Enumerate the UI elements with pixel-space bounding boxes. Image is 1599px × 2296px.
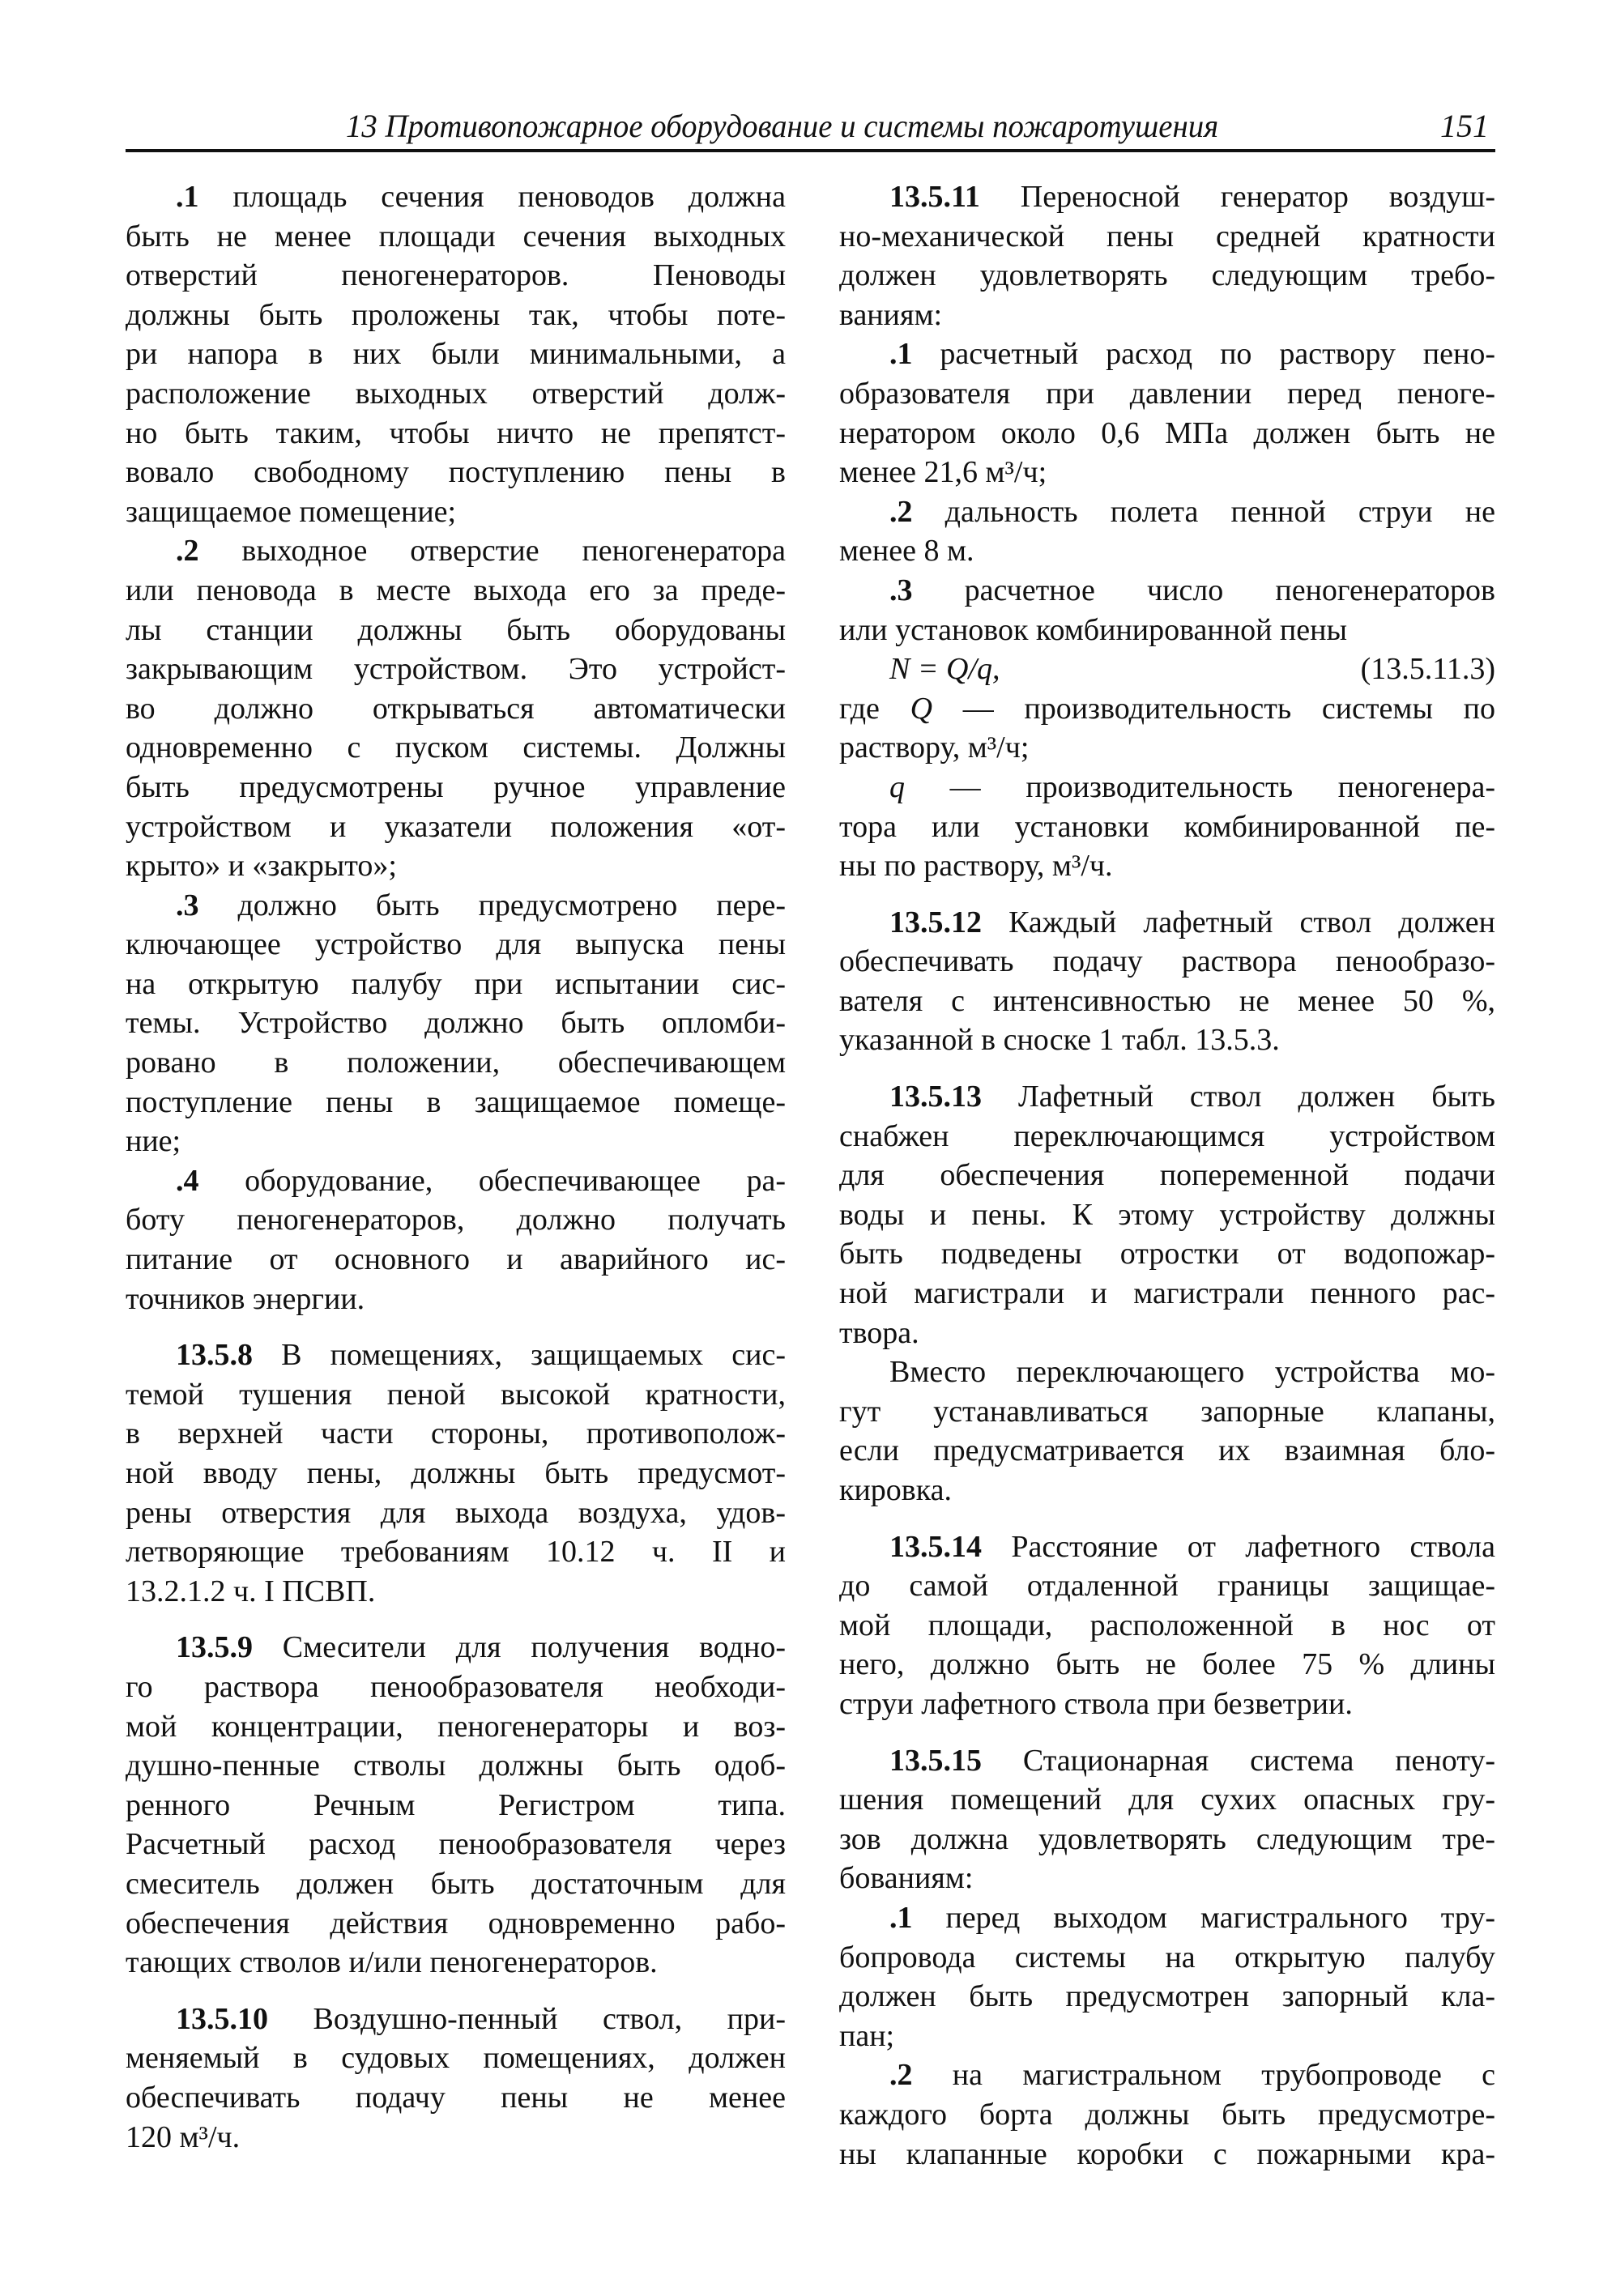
paragraph	[126, 886, 786, 1161]
text-line: ной магистрали и магистрали пенного рас-	[839, 1276, 1495, 1311]
paragraph	[839, 571, 1495, 650]
text-line: меняемый в судовых помещениях, должен	[126, 2041, 786, 2076]
text-line: или установок комбинированной пены	[839, 612, 1347, 647]
clause-number: 13.5.15	[889, 1743, 982, 1778]
text-segment: Переносной генератор воздуш-	[979, 180, 1495, 214]
paragraph	[839, 1898, 1495, 2055]
text-line: Расчетный расход пенообразователя через	[126, 1827, 786, 1862]
text-line: быть подведены отростки от водопожар-	[839, 1237, 1495, 1272]
text-line	[126, 1335, 786, 1375]
clause-number: 13.5.8	[176, 1338, 253, 1373]
clause-number: 13.5.9	[176, 1630, 253, 1665]
text-line: поступление пены в защищаемое помеще-	[126, 1084, 786, 1119]
text-line: но быть таким, чтобы ничто не препятст-	[126, 415, 786, 450]
text-line: тающих стволов и/или пеногенераторов.	[126, 1945, 658, 1980]
text-line: мой концентрации, пеногенераторы и воз-	[126, 1709, 786, 1744]
text-line	[839, 1741, 1495, 1781]
paragraph	[839, 903, 1495, 1060]
text-line	[839, 2055, 1495, 2095]
text-line: ренного Речным Регистром типа.	[126, 1787, 786, 1822]
text-line: обеспечивать подачу пены не менее	[126, 2080, 786, 2115]
text-line: быть не менее площади сечения выходных	[126, 219, 786, 253]
text-line	[126, 531, 786, 571]
paragraph	[839, 2055, 1495, 2174]
text-segment: — производительность пеногенера-	[905, 769, 1495, 804]
page-number: 151	[1440, 108, 1489, 144]
clause-number: .4	[176, 1163, 199, 1198]
right-column	[839, 177, 1495, 2174]
text-segment: площадь сечения пеноводов должна	[198, 180, 786, 214]
text-segment: выходное отверстие пеногенератора	[198, 534, 786, 569]
text-line: нератором около 0,6 МПа должен быть не	[839, 415, 1495, 450]
paragraph	[126, 1161, 786, 1318]
text-line	[126, 886, 786, 926]
text-line: питание от основного и аварийного ис-	[126, 1242, 786, 1277]
text-segment: Смесители для получения водно-	[253, 1630, 786, 1665]
text-segment: перед выходом магистрального тру-	[912, 1900, 1495, 1935]
paragraph	[839, 689, 1495, 768]
text-line: крыто» и «закрыто»;	[126, 849, 397, 884]
text-line	[839, 571, 1495, 611]
header-rule	[126, 149, 1495, 152]
text-line	[839, 768, 1495, 807]
text-line: ключающее устройство для выпуска пены	[126, 927, 786, 962]
text-line: 13.2.1.2 ч. I ПСВП.	[126, 1574, 376, 1608]
text-segment: Стационарная система пеноту-	[982, 1743, 1495, 1778]
text-line: быть предусмотрены ручное управление	[126, 769, 786, 804]
text-line: указанной в сноске 1 табл. 13.5.3.	[839, 1023, 1280, 1058]
clause-number: 13.5.13	[889, 1080, 982, 1114]
text-line: шения помещений для сухих опасных гру-	[839, 1783, 1495, 1817]
text-line: ной вводу пены, должны быть предусмот-	[126, 1456, 786, 1490]
text-line: вовало свободному поступлению пены в	[126, 455, 786, 490]
text-line: мой площади, расположенной в нос от	[839, 1608, 1495, 1642]
text-line: струи лафетного ствола при безветрии.	[839, 1686, 1353, 1721]
text-segment: Каждый лафетный ствол должен	[982, 905, 1495, 939]
text-line: должны быть проложены так, чтобы поте-	[126, 297, 786, 332]
text-line: тора или установки комбинированной пе-	[839, 809, 1495, 844]
text-segment: Лафетный ствол должен быть	[982, 1080, 1495, 1114]
math-symbol: q	[889, 769, 905, 804]
text-line: ровано в положении, обеспечивающем	[126, 1046, 786, 1080]
text-line	[126, 177, 786, 217]
formula-line	[839, 650, 1495, 689]
text-line: Вместо переключающего устройства мо-	[889, 1355, 1495, 1390]
text-line	[839, 1077, 1495, 1117]
text-line: точников энергии.	[126, 1281, 365, 1316]
paragraph	[839, 492, 1495, 571]
text-line: ри напора в них были минимальными, а	[126, 337, 786, 372]
text-line: раствору, м³/ч;	[839, 731, 1030, 765]
text-line: го раствора пенообразователя необходи-	[126, 1669, 786, 1704]
text-line: во должно открываться автоматически	[126, 691, 786, 726]
text-line: бованиям:	[839, 1861, 974, 1896]
text-line	[126, 1161, 786, 1201]
text-line: вателя с интенсивностью не менее 50 %,	[839, 983, 1495, 1018]
paragraph	[839, 1077, 1495, 1352]
paragraph	[839, 177, 1495, 334]
text-line	[839, 334, 1495, 374]
paragraph	[839, 1352, 1495, 1510]
formula-number: (13.5.11.3)	[1360, 652, 1495, 687]
text-line: пан;	[839, 2018, 895, 2053]
text-line	[126, 2000, 786, 2039]
text-line: если предусматривается их взаимная бло-	[839, 1433, 1495, 1468]
clause-number: .1	[176, 180, 199, 214]
left-column	[126, 177, 786, 2157]
text-line: зов должна удовлетворять следующим тре-	[839, 1821, 1495, 1856]
text-line: расположение выходных отверстий долж-	[126, 376, 786, 411]
text-line	[839, 1527, 1495, 1567]
text-segment: дальность полета пенной струи не	[912, 494, 1495, 529]
clause-number: .2	[889, 2058, 913, 2093]
text-line: воды и пены. К этому устройству должны	[839, 1197, 1495, 1232]
text-segment: — производительность системы по	[932, 691, 1495, 726]
text-line: или пеновода в месте выхода его за преде-	[126, 573, 786, 607]
paragraph	[839, 650, 1495, 689]
text-line: каждого борта должны быть предусмотре-	[839, 2097, 1495, 2132]
clause-number: .2	[889, 494, 913, 529]
text-segment: Расстояние от лафетного ствола	[982, 1529, 1495, 1564]
text-line: одновременно с пуском системы. Должны	[126, 731, 786, 765]
text-line: кировка.	[839, 1473, 952, 1507]
text-segment: на магистральном трубопроводе с	[912, 2058, 1495, 2093]
text-line: ваниям:	[839, 297, 943, 332]
clause-number: 13.5.11	[889, 180, 980, 214]
text-segment: где	[839, 691, 910, 726]
paragraph	[126, 1628, 786, 1982]
math-symbol: Q	[910, 691, 933, 726]
text-line: ние;	[126, 1124, 181, 1159]
text-line: обеспечивать подачу раствора пенообразо-	[839, 944, 1495, 979]
text-line: закрывающим устройством. Это устройст-	[126, 652, 786, 687]
text-line: для обеспечения попеременной подачи	[839, 1158, 1495, 1193]
clause-number: 13.5.14	[889, 1529, 982, 1564]
paragraph	[126, 1335, 786, 1611]
text-line: летворяющие требованиям 10.12 ч. II и	[126, 1535, 786, 1570]
text-segment: расчетное число пеногенераторов	[912, 573, 1495, 607]
paragraph	[839, 1527, 1495, 1724]
header-title: 13 Противопожарное оборудование и системы пожаротушения	[346, 108, 1219, 144]
paragraph	[839, 1741, 1495, 1898]
text-line: ны клапанные коробки с пожарными кра-	[839, 2136, 1495, 2171]
text-segment: В помещениях, защищаемых сис-	[253, 1338, 786, 1373]
text-line: гут устанавливаться запорные клапаны,	[839, 1394, 1495, 1429]
text-line: менее 21,6 м³/ч;	[839, 455, 1047, 490]
text-line: 120 м³/ч.	[126, 2119, 241, 2154]
text-line	[126, 1628, 786, 1668]
text-line: твора.	[839, 1315, 919, 1350]
text-line: смеситель должен быть достаточным для	[126, 1866, 786, 1901]
paragraph	[126, 177, 786, 531]
clause-number: 13.5.10	[176, 2001, 268, 2036]
text-line: на открытую палубу при испытании сис-	[126, 966, 786, 1001]
text-line: устройством и указатели положения «от-	[126, 809, 786, 844]
paragraph	[126, 531, 786, 885]
paragraph	[839, 768, 1495, 886]
text-line	[839, 689, 1495, 729]
text-line: душно-пенные стволы должны быть одоб-	[126, 1749, 786, 1783]
text-line: защищаемое помещение;	[126, 494, 457, 529]
text-line: лы станции должны быть оборудованы	[126, 612, 786, 647]
text-line: но-механической пены средней кратности	[839, 219, 1495, 253]
formula-expression: N = Q/q,	[889, 652, 1000, 687]
text-line: отверстий пеногенераторов. Пеноводы	[126, 258, 786, 293]
paragraph	[126, 2000, 786, 2157]
text-line: темой тушения пеной высокой кратности,	[126, 1377, 786, 1412]
clause-number: .3	[176, 888, 199, 922]
text-line	[839, 177, 1495, 217]
text-line: темы. Устройство должно быть опломби-	[126, 1006, 786, 1041]
text-line: должен быть предусмотрен запорный кла-	[839, 1979, 1495, 2014]
text-segment: оборудование, обеспечивающее ра-	[198, 1163, 786, 1198]
clause-number: .3	[889, 573, 913, 607]
text-line: бопровода системы на открытую палубу	[839, 1940, 1495, 1974]
text-line: боту пеногенераторов, должно получать	[126, 1203, 786, 1237]
text-line: него, должно быть не более 75 % длины	[839, 1647, 1495, 1682]
text-line: обеспечения действия одновременно рабо-	[126, 1906, 786, 1940]
text-segment: должно быть предусмотрено пере-	[198, 888, 786, 922]
text-line: рены отверстия для выхода воздуха, удов-	[126, 1495, 786, 1530]
text-line	[839, 492, 1495, 532]
text-segment: расчетный расход по раствору пено-	[912, 337, 1495, 372]
text-line: в верхней части стороны, противополож-	[126, 1416, 786, 1451]
clause-number: 13.5.12	[889, 905, 982, 939]
text-line: до самой отдаленной границы защищае-	[839, 1569, 1495, 1604]
text-line: образователя при давлении перед пеноге-	[839, 376, 1495, 411]
running-header	[126, 104, 1495, 149]
clause-number: .2	[176, 534, 199, 569]
text-line	[839, 1898, 1495, 1938]
clause-number: .1	[889, 337, 913, 372]
text-line: ны по раствору, м³/ч.	[839, 849, 1113, 884]
text-segment: Воздушно-пенный ствол, при-	[268, 2001, 786, 2036]
text-line	[839, 903, 1495, 943]
paragraph	[839, 334, 1495, 492]
text-line: снабжен переключающимся устройством	[839, 1118, 1495, 1153]
text-line: должен удовлетворять следующим требо-	[839, 258, 1495, 293]
text-line: менее 8 м.	[839, 534, 974, 569]
clause-number: .1	[889, 1900, 913, 1935]
